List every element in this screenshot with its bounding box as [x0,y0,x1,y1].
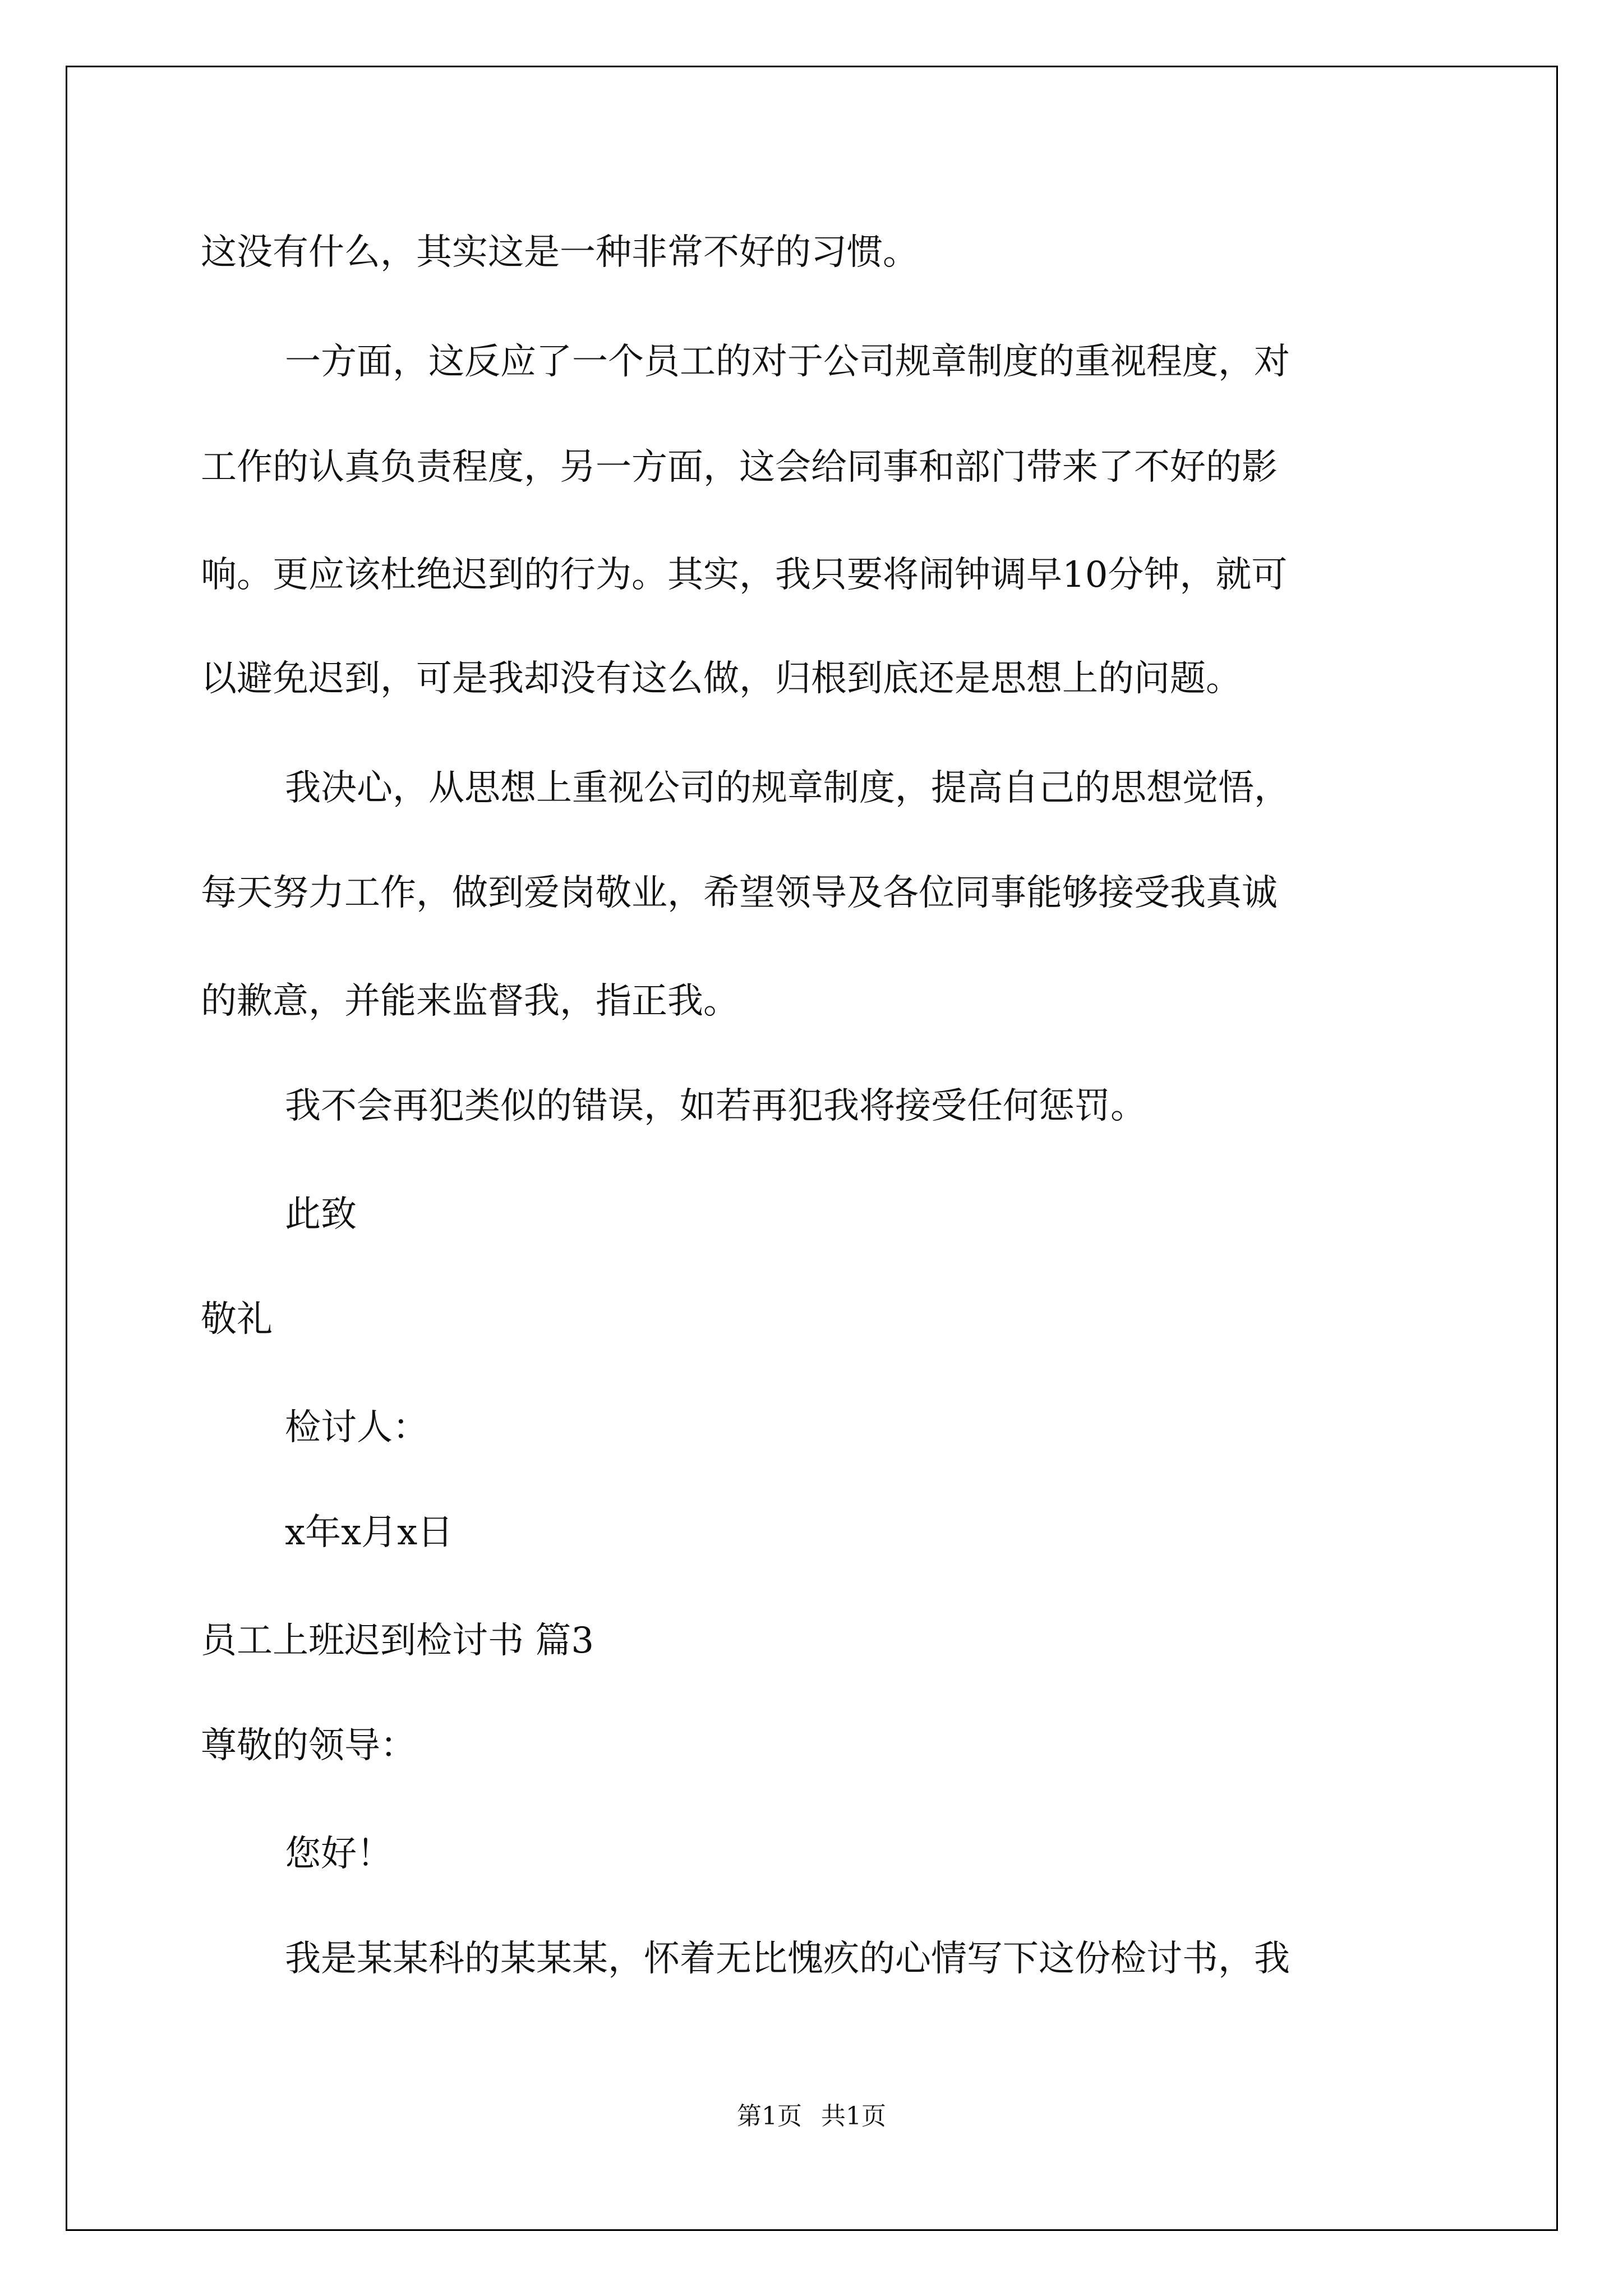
greeting: 您好！ [285,1833,393,1875]
text-line: 我是某某科的某某某，怀着无比愧疚的心情写下这份检讨书，我 [285,1938,1290,1980]
text-line: 敬礼 [201,1299,273,1340]
text-line: 这没有什么，其实这是一种非常不好的习惯。 [201,232,919,273]
text-line: 以避免迟到，可是我却没有这么做，归根到底还是思想上的问题。 [201,658,1242,700]
text-line: 检讨人： [285,1407,428,1448]
page-number: 第1页 [737,2102,802,2131]
text-line: 一方面，这反应了一个员工的对于公司规章制度的重视程度，对 [285,341,1290,383]
page-total: 共1页 [821,2102,886,2131]
text-line: 我决心，从思想上重视公司的规章制度，提高自己的思想觉悟， [285,767,1290,809]
text-line: 每天努力工作，做到爱岗敬业，希望领导及各位同事能够接受我真诚 [201,872,1278,914]
text-line: 此致 [285,1194,357,1235]
text-line: 我不会再犯类似的错误，如若再犯我将接受任何惩罚。 [285,1085,1146,1127]
salutation: 尊敬的领导： [201,1725,416,1766]
text-line: x年x月x日 [285,1512,454,1553]
text-line: 的歉意，并能来监督我，指正我。 [201,981,739,1022]
text-line: 响。更应该杜绝迟到的行为。其实，我只要将闹钟调早10分钟，就可 [201,554,1288,596]
page-border [66,66,1558,2231]
text-line: 工作的认真负责程度，另一方面，这会给同事和部门带来了不好的影 [201,447,1278,488]
section-heading: 员工上班迟到检讨书 篇3 [201,1620,594,1662]
page-footer [0,2101,1623,2132]
